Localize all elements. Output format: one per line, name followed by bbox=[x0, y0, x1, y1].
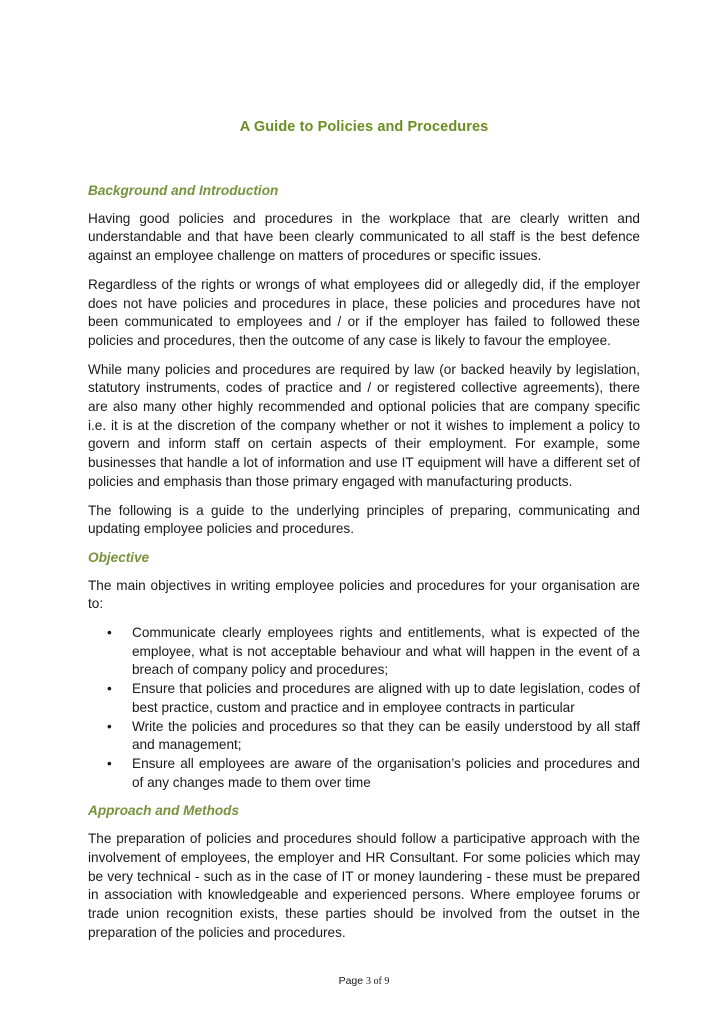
bullet-icon: • bbox=[107, 718, 112, 734]
bullet-icon: • bbox=[107, 625, 112, 641]
list-item-text: Communicate clearly employees rights and entitlements, what is expected of the employee, what is not acceptable behaviour and what will happen in the event of a breach of company policy and procedures; bbox=[132, 625, 640, 678]
page-number: 3 of 9 bbox=[366, 976, 390, 987]
paragraph: The preparation of policies and procedures should follow a participative approach with the involvement of employees, the employer and HR Consultant. For some policies which may be very technical - such as in the case of IT or money laundering - these must be prepared in association with knowledgeable and experienced persons. Where employee forums or trade union recognition exists, these parties should be involved from the outset in the preparation of the policies and procedures. bbox=[88, 831, 640, 940]
paragraph: While many policies and procedures are required by law (or backed heavily by legislation, statutory instruments, codes of practice and / or registered collective agreements), there are also many other highly recommended and optional policies that are company specific i.e. it is at the discretion of the company whether or not it wishes to implement a policy to govern and inform staff on certain aspects of their employment. For example, some businesses that handle a lot of information and use IT equipment will have a different set of policies and emphasis than those primary engaged with manufacturing products. bbox=[88, 361, 640, 489]
list-item-text: Ensure all employees are aware of the organisation’s policies and procedures and of any changes made to them over time bbox=[132, 755, 640, 790]
section-heading-objective: Objective bbox=[88, 549, 150, 565]
list-item-text: Ensure that policies and procedures are aligned with up to date legislation, codes of best practice, custom and practice and in employee contracts in particular bbox=[132, 681, 640, 715]
page-footer bbox=[0, 975, 728, 987]
section-heading-approach: Approach and Methods bbox=[88, 803, 240, 819]
bullet-icon: • bbox=[107, 681, 112, 697]
list-item bbox=[88, 755, 640, 792]
paragraph: The main objectives in writing employee policies and procedures for your organisation are to: bbox=[88, 577, 640, 612]
document-body bbox=[88, 182, 640, 952]
page-title: A Guide to Policies and Procedures bbox=[239, 119, 489, 135]
list-item bbox=[88, 680, 640, 717]
objectives-list bbox=[88, 624, 640, 792]
list-item bbox=[88, 624, 640, 680]
paragraph: Having good policies and procedures in the workplace that are clearly written and understandable and that have been clearly communicated to all staff is the best defence against an employee challenge on matters of procedures or specific issues. bbox=[88, 210, 640, 264]
section-heading-background: Background and Introduction bbox=[88, 183, 279, 198]
paragraph: Regardless of the rights or wrongs of what employees did or allegedly did, if the employer does not have policies and procedures in place, these policies and procedures have not been communicated to employees and / or if the employer has failed to followed these policies and procedures, then the outcome of any case is likely to favour the employee. bbox=[88, 276, 640, 348]
list-item bbox=[88, 718, 640, 755]
bullet-icon: • bbox=[107, 755, 112, 771]
list-item-text: Write the policies and procedures so that they can be easily understood by all staff and management; bbox=[132, 718, 640, 753]
paragraph: The following is a guide to the underlying principles of preparing, communicating and updating employee policies and procedures. bbox=[88, 502, 640, 537]
page-label: Page bbox=[338, 975, 364, 987]
